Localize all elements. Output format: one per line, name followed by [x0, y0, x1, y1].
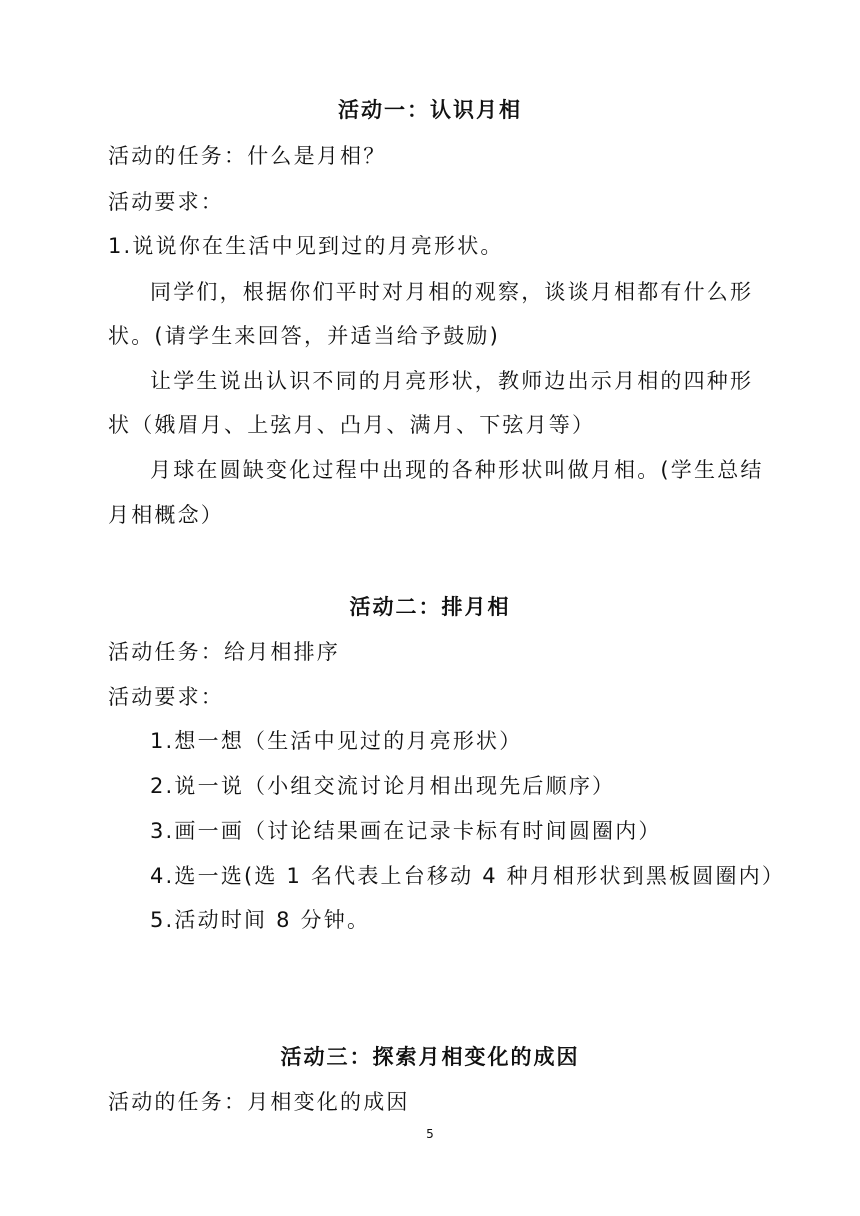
paragraph-line: 活动的任务：月相变化的成因	[108, 1090, 410, 1114]
paragraph-line: 活动的任务：什么是月相？	[108, 144, 387, 168]
paragraph-line: 月相概念）	[108, 503, 224, 527]
page-number: 5	[426, 1127, 434, 1141]
list-item: 4.选一选(选 1 名代表上台移动 4 种月相形状到黑板圆圈内）	[150, 864, 786, 888]
paragraph-line: 月球在圆缺变化过程中出现的各种形状叫做月相。(学生总结	[150, 458, 764, 482]
list-item: 1.想一想（生活中见过的月亮形状）	[150, 729, 523, 753]
list-item: 3.画一画（讨论结果画在记录卡标有时间圆圈内）	[150, 819, 662, 843]
section-heading: 活动二：排月相	[349, 595, 511, 619]
paragraph-line: 状。(请学生来回答，并适当给予鼓励)	[108, 324, 500, 348]
paragraph-line: 让学生说出认识不同的月亮形状，教师边出示月相的四种形	[150, 369, 754, 393]
list-item: 1.说说你在生活中见到过的月亮形状。	[108, 234, 504, 258]
paragraph-line: 状（娥眉月、上弦月、凸月、满月、下弦月等）	[108, 413, 596, 437]
list-item: 5.活动时间 8 分钟。	[150, 908, 371, 932]
paragraph-line: 同学们，根据你们平时对月相的观察，谈谈月相都有什么形	[150, 280, 754, 304]
paragraph-line: 活动任务：给月相排序	[108, 640, 340, 664]
list-item: 2.说一说（小组交流讨论月相出现先后顺序）	[150, 774, 616, 798]
paragraph-line: 活动要求：	[108, 685, 224, 709]
section-heading: 活动一：认识月相	[338, 98, 522, 122]
paragraph-line: 活动要求：	[108, 190, 224, 214]
section-heading: 活动三：探索月相变化的成因	[280, 1045, 580, 1069]
